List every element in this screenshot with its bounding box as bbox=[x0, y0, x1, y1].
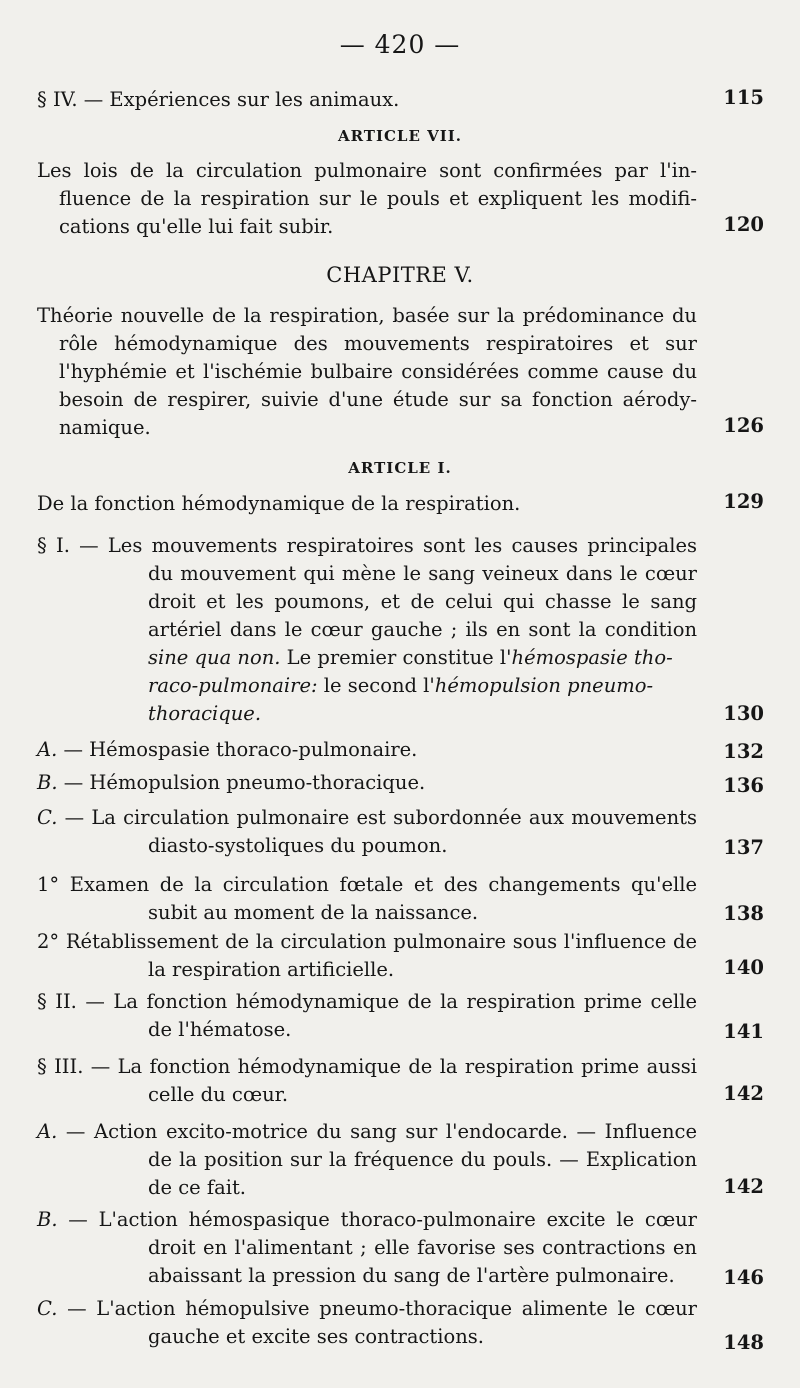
entry-line: namique. bbox=[59, 416, 151, 439]
toc-entry-lois bbox=[37, 157, 697, 241]
entry-line: du mouvement qui mène le sang veineux dans le cœur bbox=[148, 562, 697, 585]
toc-entry-theorie bbox=[37, 302, 697, 442]
entry-line: l'hyphémie et l'ischémie bulbaire considérées comme cause du bbox=[59, 360, 697, 383]
page-ref: 129 bbox=[723, 490, 764, 513]
entry-line: 1° Examen de la circulation fœtale et des changements qu'elle bbox=[37, 873, 697, 896]
entry-text: — Action excito-motrice du sang sur l'endocarde. — Influence bbox=[57, 1120, 697, 1143]
entry-line: diasto-systoliques du poumon. bbox=[148, 834, 448, 857]
entry-line: Théorie nouvelle de la respiration, basée sur la prédominance du bbox=[37, 304, 697, 327]
entry-line: 2° Rétablissement de la circulation pulmonaire sous l'influence de bbox=[37, 930, 697, 953]
entry-letter: A. bbox=[37, 1120, 58, 1143]
entry-line bbox=[37, 769, 677, 797]
page-ref: 137 bbox=[723, 836, 764, 859]
entry-line: de ce fait. bbox=[148, 1176, 246, 1199]
entry-text: Le premier constitue l' bbox=[280, 646, 512, 669]
entry-line: besoin de respirer, suivie d'une étude sur sa fonction aérody- bbox=[59, 388, 697, 411]
entry-letter: B. bbox=[37, 771, 58, 794]
toc-entry-n1-examen bbox=[37, 871, 697, 927]
italic-text: hémopulsion pneumo- bbox=[434, 674, 654, 697]
italic-text: thoracique. bbox=[148, 702, 262, 725]
toc-entry-a-hemospasie bbox=[37, 736, 677, 764]
entry-line bbox=[37, 672, 697, 700]
page-ref: 141 bbox=[723, 1020, 764, 1043]
entry-line bbox=[37, 1206, 697, 1234]
entry-line: § II. — La fonction hémodynamique de la respiration prime celle bbox=[37, 990, 697, 1013]
entry-line: de l'hématose. bbox=[148, 1018, 292, 1041]
entry-line: artériel dans le cœur gauche ; ils en sont la condition bbox=[148, 618, 697, 641]
entry-line bbox=[37, 736, 677, 764]
page-ref: 146 bbox=[723, 1266, 764, 1289]
entry-line: droit et les poumons, et de celui qui chasse le sang bbox=[148, 590, 697, 613]
toc-entry-b-hemopulsion bbox=[37, 769, 677, 797]
entry-letter: B. bbox=[37, 1208, 58, 1231]
entry-line bbox=[37, 700, 697, 728]
page-ref: 136 bbox=[723, 774, 764, 797]
entry-line: la respiration artificielle. bbox=[148, 958, 395, 981]
entry-text: le second l' bbox=[317, 674, 435, 697]
entry-text: § IV. — Expériences sur les animaux. bbox=[37, 88, 400, 111]
entry-line bbox=[37, 644, 697, 672]
entry-line: subit au moment de la naissance. bbox=[148, 901, 479, 924]
chapter-heading: CHAPITRE V. bbox=[326, 263, 474, 287]
toc-entry-b-action bbox=[37, 1206, 697, 1290]
article-heading: ARTICLE VII. bbox=[337, 127, 463, 145]
entry-line bbox=[37, 1295, 697, 1323]
entry-text: — Hémospasie thoraco-pulmonaire. bbox=[57, 738, 418, 761]
toc-entry-s1 bbox=[37, 532, 697, 728]
entry-line: abaissant la pression du sang de l'artère pulmonaire. bbox=[148, 1264, 675, 1287]
entry-letter: A. bbox=[37, 738, 58, 761]
page-ref: 138 bbox=[723, 902, 764, 925]
page-ref: 120 bbox=[723, 213, 764, 236]
entry-text: — Hémopulsion pneumo-thoracique. bbox=[57, 771, 426, 794]
entry-line: fluence de la respiration sur le pouls et expliquent les modifi- bbox=[59, 187, 697, 210]
entry-line bbox=[37, 804, 697, 832]
article-heading: ARTICLE I. bbox=[348, 459, 452, 477]
toc-entry-s3 bbox=[37, 1053, 697, 1109]
entry-line: de la position sur la fréquence du pouls. — Explication bbox=[148, 1148, 697, 1171]
page-ref: 130 bbox=[723, 702, 764, 725]
page-ref: 148 bbox=[723, 1331, 764, 1354]
toc-entry-fonction bbox=[37, 490, 677, 518]
entry-letter: C. bbox=[37, 1297, 58, 1320]
entry-letter: C. bbox=[37, 806, 58, 829]
entry-text: — L'action hémospasique thoraco-pulmonaire excite le cœur bbox=[57, 1208, 697, 1231]
entry-line: cations qu'elle lui fait subir. bbox=[59, 215, 334, 238]
toc-entry-c-action bbox=[37, 1295, 697, 1351]
page-ref: 142 bbox=[723, 1175, 764, 1198]
toc-entry-s2 bbox=[37, 988, 697, 1044]
entry-line bbox=[37, 1118, 697, 1146]
page-ref: 115 bbox=[723, 86, 764, 109]
entry-text: — L'action hémopulsive pneumo-thoracique alimente le cœur bbox=[57, 1297, 697, 1320]
toc-entry-s4-animaux bbox=[37, 86, 677, 114]
entry-line: Les lois de la circulation pulmonaire sont confirmées par l'in- bbox=[37, 159, 697, 182]
page-ref: 142 bbox=[723, 1082, 764, 1105]
page-number: — 420 — bbox=[339, 30, 461, 59]
entry-line: gauche et excite ses contractions. bbox=[148, 1325, 484, 1348]
page-ref: 132 bbox=[723, 740, 764, 763]
page-ref: 126 bbox=[723, 414, 764, 437]
toc-entry-a-action bbox=[37, 1118, 697, 1202]
entry-line: § I. — Les mouvements respiratoires sont les causes principales bbox=[37, 534, 697, 557]
entry-line: droit en l'alimentant ; elle favorise ses contractions en bbox=[148, 1236, 697, 1259]
entry-text: — La circulation pulmonaire est subordonnée aux mouvements bbox=[57, 806, 697, 829]
toc-entry-c-circulation bbox=[37, 804, 697, 860]
italic-text: sine qua non. bbox=[148, 646, 281, 669]
italic-text: hémospasie tho- bbox=[511, 646, 673, 669]
page-ref: 140 bbox=[723, 956, 764, 979]
entry-text: De la fonction hémodynamique de la respiration. bbox=[37, 492, 521, 515]
toc-entry-n2-retablissement bbox=[37, 928, 697, 984]
entry-line: celle du cœur. bbox=[148, 1083, 289, 1106]
entry-line: § III. — La fonction hémodynamique de la respiration prime aussi bbox=[37, 1055, 697, 1078]
italic-text: raco-pulmonaire: bbox=[148, 674, 318, 697]
entry-line: rôle hémodynamique des mouvements respiratoires et sur bbox=[59, 332, 697, 355]
